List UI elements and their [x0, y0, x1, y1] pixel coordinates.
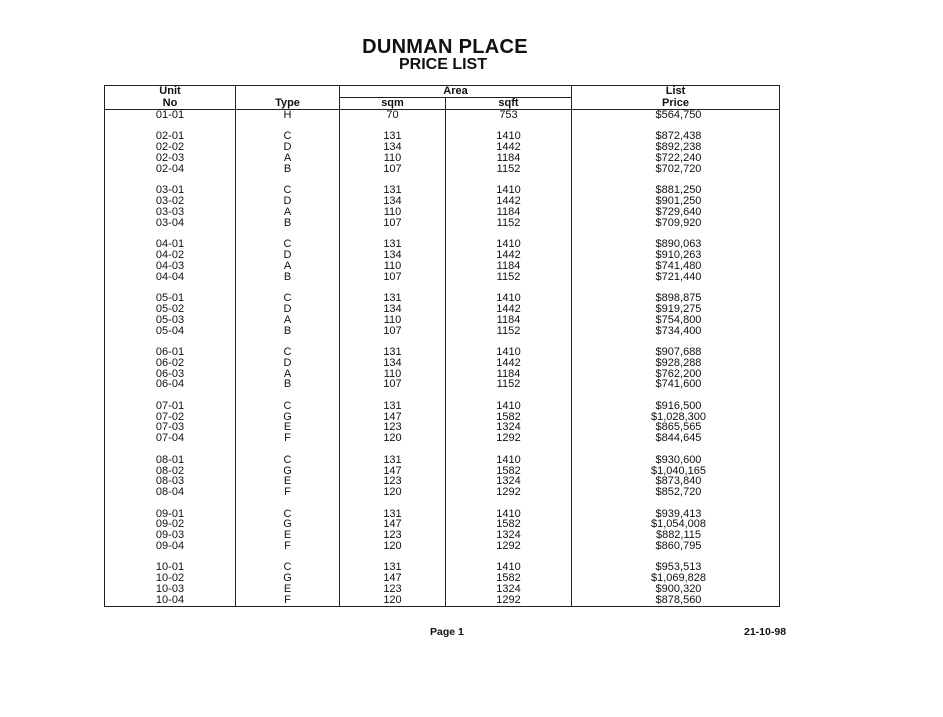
sqm-cell: 131 [340, 185, 446, 196]
unit-cell: 04-01 [155, 238, 185, 251]
type-cell: F [236, 541, 340, 552]
sqm-cell: 134 [340, 250, 446, 261]
type-cell: G [236, 412, 340, 423]
sqm-cell: 134 [340, 304, 446, 315]
list-header-top: List [572, 86, 780, 98]
sqft-cell: 1410 [446, 455, 572, 466]
type-cell: C [236, 293, 340, 304]
unit-cell: 05-04 [155, 324, 185, 337]
price-cell: $722,240 [572, 153, 780, 164]
type-cell: C [236, 239, 340, 250]
sqft-cell: 1410 [446, 401, 572, 412]
sqft-cell: 753 [446, 110, 572, 121]
sqm-cell: 123 [340, 584, 446, 595]
unit-cell: 02-03 [155, 152, 185, 165]
table-row [105, 379, 780, 390]
unit-cell: 09-02 [155, 518, 185, 531]
type-cell: C [236, 185, 340, 196]
type-cell: C [236, 455, 340, 466]
sqm-cell: 107 [340, 379, 446, 390]
price-cell: $844,645 [572, 433, 780, 444]
table-row [105, 272, 780, 283]
sqm-cell: 134 [340, 142, 446, 153]
sqft-cell: 1324 [446, 530, 572, 541]
sqm-cell: 120 [340, 541, 446, 552]
type-cell: C [236, 509, 340, 520]
sqm-cell: 110 [340, 315, 446, 326]
sqm-cell: 131 [340, 401, 446, 412]
type-cell: H [236, 110, 340, 121]
unit-cell: 04-04 [155, 270, 185, 283]
type-cell: D [236, 142, 340, 153]
sqm-cell: 131 [340, 131, 446, 142]
document-subtitle: PRICE LIST [398, 56, 487, 73]
unit-cell: 08-02 [155, 464, 185, 477]
price-cell: $721,440 [572, 272, 780, 283]
sqft-cell: 1292 [446, 595, 572, 606]
unit-cell: 03-02 [155, 195, 185, 208]
unit-cell: 10-01 [155, 561, 185, 574]
document-date: 21-10-98 [744, 626, 787, 638]
price-cell: $709,920 [572, 218, 780, 229]
type-cell: D [236, 358, 340, 369]
price-cell: $900,320 [572, 584, 780, 595]
unit-cell: 08-04 [155, 486, 185, 499]
type-cell: D [236, 304, 340, 315]
sqft-cell: 1410 [446, 131, 572, 142]
price-cell: $564,750 [572, 110, 780, 121]
price-cell: $890,063 [572, 239, 780, 250]
spacer-cell [236, 498, 340, 509]
spacer-cell [572, 498, 780, 509]
sqft-cell: 1442 [446, 196, 572, 207]
price-cell: $741,600 [572, 379, 780, 390]
table-row [105, 261, 780, 272]
spacer-cell [340, 498, 446, 509]
table-row [105, 358, 780, 369]
type-cell: A [236, 369, 340, 380]
price-cell: $852,720 [572, 487, 780, 498]
spacer-cell [105, 498, 236, 509]
price-cell: $1,054,008 [572, 519, 780, 530]
type-cell: E [236, 476, 340, 487]
sqm-cell: 147 [340, 519, 446, 530]
price-cell: $939,413 [572, 509, 780, 520]
type-cell: A [236, 153, 340, 164]
type-cell: C [236, 131, 340, 142]
type-cell: F [236, 595, 340, 606]
unit-cell: 04-03 [155, 259, 185, 272]
unit-cell: 02-02 [155, 141, 185, 154]
sqft-cell: 1410 [446, 293, 572, 304]
price-cell: $754,800 [572, 315, 780, 326]
page-number: Page 1 [430, 626, 464, 638]
type-cell: B [236, 218, 340, 229]
unit-cell: 06-03 [155, 367, 185, 380]
unit-cell: 10-03 [155, 583, 185, 596]
sqft-cell: 1184 [446, 207, 572, 218]
unit-cell: 07-04 [155, 432, 185, 445]
sqft-cell: 1152 [446, 218, 572, 229]
type-cell: A [236, 315, 340, 326]
sqm-cell: 110 [340, 369, 446, 380]
sqm-cell: 134 [340, 358, 446, 369]
type-cell: D [236, 196, 340, 207]
price-cell: $865,565 [572, 422, 780, 433]
price-cell: $1,069,828 [572, 573, 780, 584]
price-cell: $729,640 [572, 207, 780, 218]
price-cell: $882,115 [572, 530, 780, 541]
unit-cell: 07-01 [155, 399, 185, 412]
unit-cell: 04-02 [155, 249, 185, 262]
unit-cell: 05-01 [155, 292, 185, 305]
table-row [105, 315, 780, 326]
unit-header-bottom: No [162, 96, 178, 109]
unit-cell: 06-04 [155, 378, 185, 391]
unit-cell: 08-01 [155, 453, 185, 466]
area-header: Area [340, 86, 572, 98]
sqft-cell: 1582 [446, 466, 572, 477]
sqft-cell: 1184 [446, 153, 572, 164]
sqm-cell: 110 [340, 153, 446, 164]
price-cell: $916,500 [572, 401, 780, 412]
sqft-cell: 1152 [446, 272, 572, 283]
sqm-cell: 131 [340, 562, 446, 573]
price-list-table [104, 85, 780, 607]
sqft-cell: 1582 [446, 519, 572, 530]
sqm-cell: 131 [340, 239, 446, 250]
sqft-cell: 1582 [446, 412, 572, 423]
unit-header-top: Unit [159, 85, 181, 98]
sqft-cell: 1442 [446, 250, 572, 261]
price-cell: $892,238 [572, 142, 780, 153]
price-cell: $898,875 [572, 293, 780, 304]
price-cell: $878,560 [572, 595, 780, 606]
sqm-cell: 123 [340, 422, 446, 433]
type-cell: A [236, 261, 340, 272]
table-row [105, 164, 780, 175]
sqm-header: sqm [340, 98, 446, 110]
sqm-cell: 147 [340, 573, 446, 584]
type-cell: C [236, 562, 340, 573]
sqm-cell: 131 [340, 347, 446, 358]
sqft-cell: 1410 [446, 347, 572, 358]
group-spacer [105, 498, 780, 509]
unit-cell: 10-04 [155, 593, 185, 606]
price-cell: $762,200 [572, 369, 780, 380]
table-row [105, 455, 780, 466]
sqft-cell: 1324 [446, 476, 572, 487]
sqft-cell: 1410 [446, 185, 572, 196]
unit-cell: 02-01 [155, 130, 185, 143]
sqft-cell: 1152 [446, 326, 572, 337]
sqft-cell: 1324 [446, 584, 572, 595]
price-cell: $910,263 [572, 250, 780, 261]
sqft-cell: 1324 [446, 422, 572, 433]
sqft-cell: 1410 [446, 509, 572, 520]
type-cell: E [236, 422, 340, 433]
sqm-cell: 131 [340, 455, 446, 466]
type-cell: F [236, 487, 340, 498]
unit-cell: 06-01 [155, 345, 185, 358]
sqft-cell: 1442 [446, 304, 572, 315]
price-cell: $907,688 [572, 347, 780, 358]
table-row [105, 326, 780, 337]
sqm-cell: 107 [340, 164, 446, 175]
spacer-cell [446, 498, 572, 509]
sqm-cell: 123 [340, 476, 446, 487]
sqm-cell: 147 [340, 466, 446, 477]
document-title: DUNMAN PLACE [362, 36, 528, 58]
price-cell: $953,513 [572, 562, 780, 573]
type-cell: C [236, 401, 340, 412]
table-body [105, 110, 780, 607]
type-cell: D [236, 250, 340, 261]
sqm-cell: 120 [340, 595, 446, 606]
sqm-cell: 107 [340, 218, 446, 229]
sqm-cell: 120 [340, 487, 446, 498]
table-row [105, 218, 780, 229]
unit-cell: 07-02 [155, 410, 185, 423]
sqft-cell: 1582 [446, 573, 572, 584]
type-cell: B [236, 164, 340, 175]
sqm-cell: 131 [340, 293, 446, 304]
sqft-cell: 1292 [446, 433, 572, 444]
sqm-cell: 110 [340, 207, 446, 218]
unit-cell: 03-04 [155, 216, 185, 229]
price-cell: $873,840 [572, 476, 780, 487]
sqm-cell: 110 [340, 261, 446, 272]
price-cell: $928,288 [572, 358, 780, 369]
price-cell: $881,250 [572, 185, 780, 196]
sqm-cell: 120 [340, 433, 446, 444]
price-cell: $1,028,300 [572, 412, 780, 423]
unit-cell: 08-03 [155, 475, 185, 488]
header-row-2 [105, 98, 780, 110]
sqft-cell: 1442 [446, 358, 572, 369]
sqm-cell: 107 [340, 326, 446, 337]
type-cell: G [236, 466, 340, 477]
price-cell: $1,040,165 [572, 466, 780, 477]
unit-cell: 03-01 [155, 184, 185, 197]
price-cell: $860,795 [572, 541, 780, 552]
unit-cell: 05-03 [155, 313, 185, 326]
type-cell: G [236, 573, 340, 584]
type-cell: F [236, 433, 340, 444]
unit-cell: 05-02 [155, 302, 185, 315]
sqft-cell: 1184 [446, 315, 572, 326]
price-cell: $919,275 [572, 304, 780, 315]
sqft-cell: 1410 [446, 239, 572, 250]
type-cell: B [236, 272, 340, 283]
price-cell: $930,600 [572, 455, 780, 466]
sqft-cell: 1152 [446, 379, 572, 390]
type-cell: E [236, 530, 340, 541]
sqft-cell: 1184 [446, 369, 572, 380]
sqft-cell: 1152 [446, 164, 572, 175]
sqm-cell: 123 [340, 530, 446, 541]
sqft-cell: 1442 [446, 142, 572, 153]
sqft-cell: 1292 [446, 487, 572, 498]
price-cell: $702,720 [572, 164, 780, 175]
list-header-bottom: Price [572, 98, 780, 110]
unit-cell: 09-01 [155, 507, 185, 520]
table-row [105, 541, 780, 552]
header-row-1 [105, 86, 780, 98]
type-cell: C [236, 347, 340, 358]
unit-cell: 09-04 [155, 540, 185, 552]
sqm-cell: 70 [340, 110, 446, 121]
unit-cell: 07-03 [155, 421, 185, 434]
unit-cell: 06-02 [155, 356, 185, 369]
sqm-cell: 107 [340, 272, 446, 283]
table-row [105, 487, 780, 498]
table-row [105, 595, 780, 606]
type-header: Type [236, 98, 340, 110]
sqm-cell: 147 [340, 412, 446, 423]
unit-cell: 09-03 [155, 529, 185, 542]
type-cell: E [236, 584, 340, 595]
table-row [105, 110, 780, 121]
unit-cell: 10-02 [155, 572, 185, 585]
type-cell: B [236, 379, 340, 390]
unit-cell: 03-03 [155, 205, 185, 218]
price-cell: $734,400 [572, 326, 780, 337]
table-header [105, 86, 780, 110]
sqft-header: sqft [446, 98, 572, 110]
unit-cell: 02-04 [155, 162, 185, 175]
price-cell: $872,438 [572, 131, 780, 142]
type-cell: A [236, 207, 340, 218]
table-row [105, 433, 780, 444]
sqft-cell: 1184 [446, 261, 572, 272]
sqm-cell: 134 [340, 196, 446, 207]
sqft-cell: 1410 [446, 562, 572, 573]
type-cell: G [236, 519, 340, 530]
sqm-cell: 131 [340, 509, 446, 520]
price-cell: $901,250 [572, 196, 780, 207]
type-cell: B [236, 326, 340, 337]
type-header-spacer [236, 86, 340, 98]
sqft-cell: 1292 [446, 541, 572, 552]
price-cell: $741,480 [572, 261, 780, 272]
unit-cell: 01-01 [155, 109, 185, 121]
